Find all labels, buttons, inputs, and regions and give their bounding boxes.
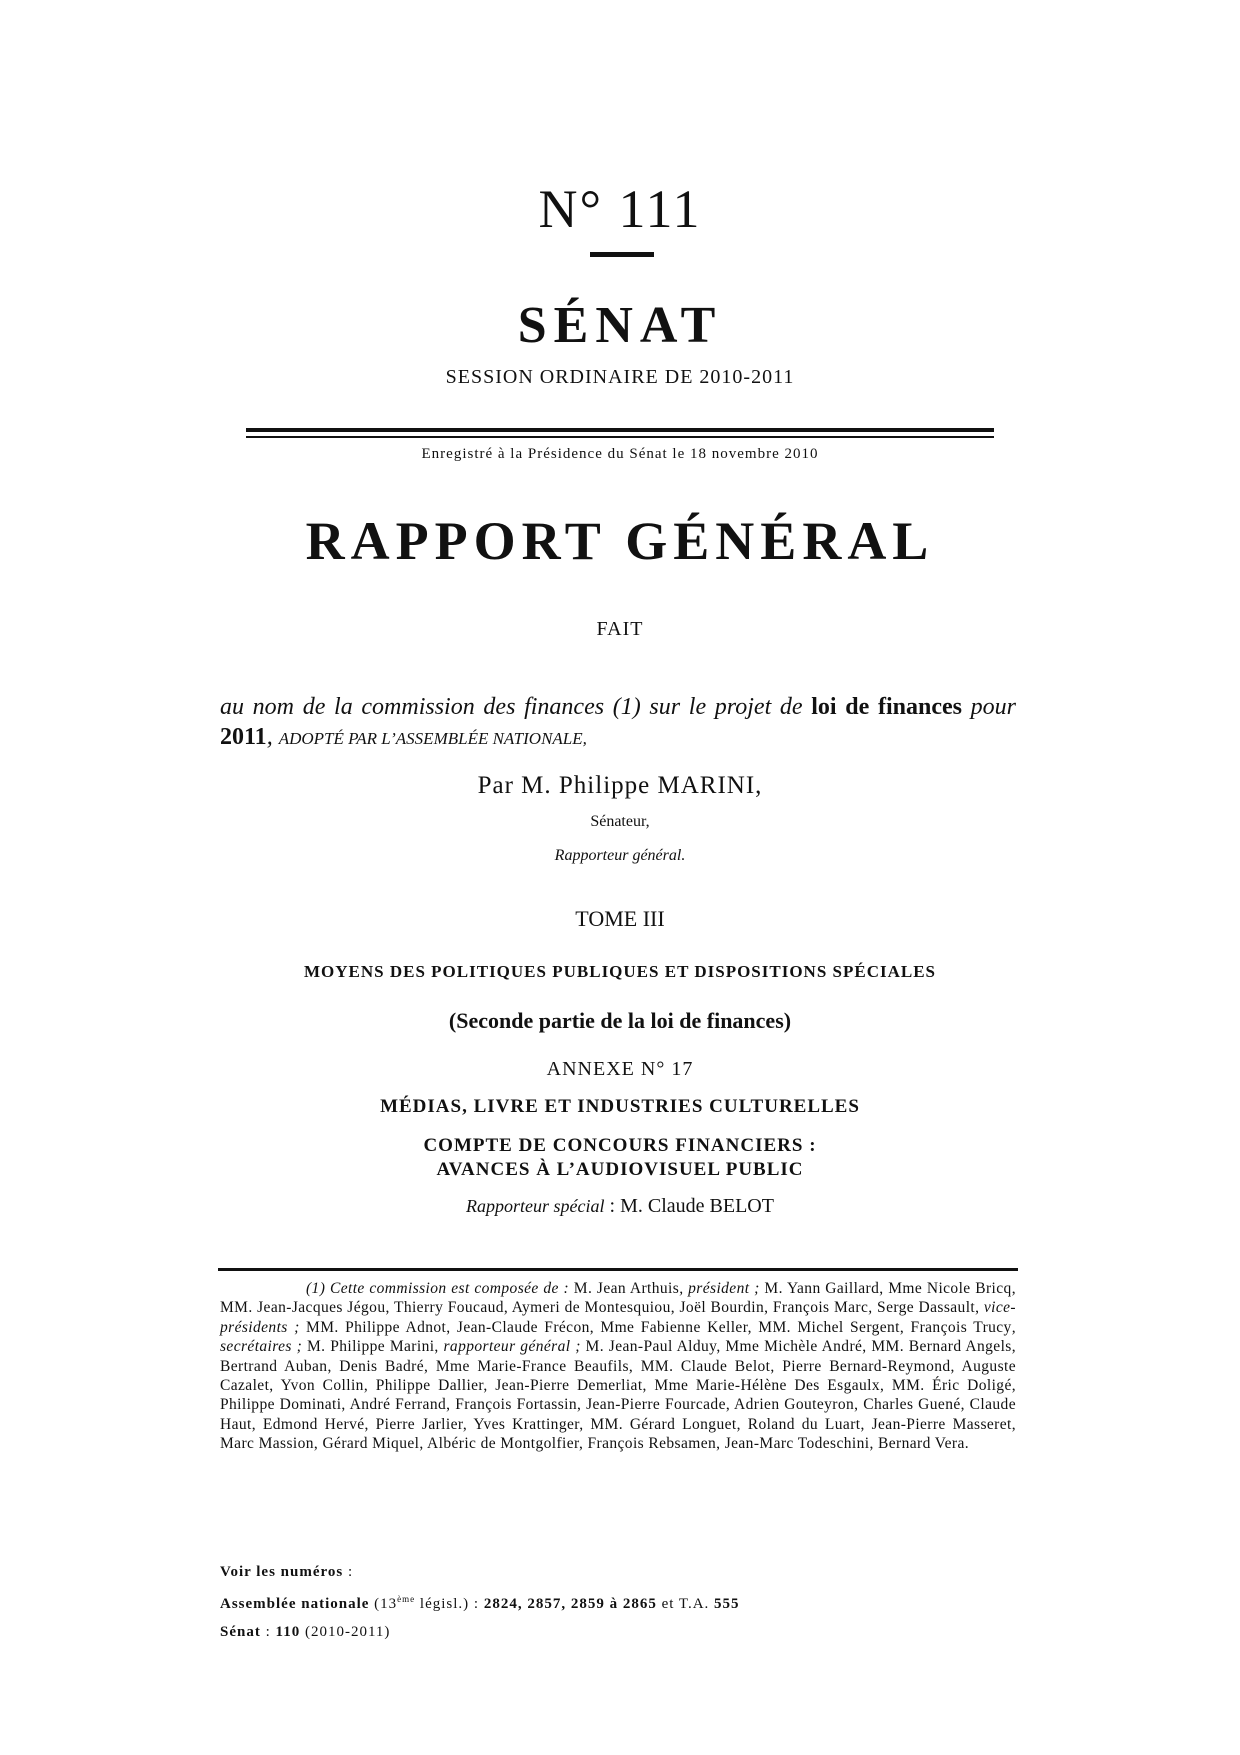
special-rapporteur-label: Rapporteur spécial <box>466 1196 605 1216</box>
intro-text-1: au nom de la commission des finances (1) sur le projet de <box>220 694 803 720</box>
assemblee-reference <box>220 1594 740 1613</box>
footnote-seg-6: M. Jean-Paul Alduy, Mme Michèle André, MM. Bernard Angels, Bertrand Auban, Denis Badré, Mme Marie-France Beaufils, MM. Claude Belot, Pierre Bernard-Reymond, Auguste Cazalet, Yvon Collin, Philippe Dallier, Jean-Pierre Demerliat, Mme Marie-Hélène Des Esgaulx, MM. Éric Doligé, Philippe Dominati, André Ferrand, François Fortassin, Jean-Pierre Fourcade, Adrien Gouteyron, Charles Guené, Claude Haut, Edmond Hervé, Pierre Jarlier, Yves Krattinger, MM. Gérard Longuet, Roland du Luart, Jean-Pierre Masseret, Marc Massion, Gérard Miquel, Albéric de Montgolfier, François Rebsamen, Jean-Marc Todeschini, Bernard Vera. <box>220 1338 1017 1453</box>
footnote-rule <box>218 1268 1018 1271</box>
assemblee-et: et T.A. <box>656 1596 715 1612</box>
senat-sep: : <box>260 1624 276 1640</box>
footnote-role-1: , président ; <box>679 1280 760 1297</box>
footnote-role-4: , secrétaires ; <box>220 1318 1016 1356</box>
footnote-lead: (1) Cette commission est composée de : <box>306 1280 570 1297</box>
intro-bold-1: loi de finances <box>811 694 962 720</box>
mission-title: MÉDIAS, LIVRE ET INDUSTRIES CULTURELLES <box>380 1096 860 1117</box>
footnote-role-2: , <box>868 1299 873 1317</box>
footnote-seg-1: M. Jean Arthuis <box>569 1280 680 1297</box>
account-title-line-1: COMPTE DE CONCOURS FINANCIERS : <box>423 1135 817 1156</box>
document-number: N° 111 <box>538 179 702 239</box>
assemblee-legis: législ.) : <box>415 1596 484 1612</box>
report-intro <box>220 692 1016 754</box>
part-label: (Seconde partie de la loi de finances) <box>448 1008 792 1033</box>
intro-text-3: , <box>266 724 273 750</box>
footnote-seg-2: M. Yann Gaillard, Mme Nicole Bricq, MM. Jean-Jacques Jégou, Thierry Foucaud, Aymeri de Montesquiou, Joël Bourdin, François Marc <box>220 1280 1016 1317</box>
intro-adopted: ADOPTÉ PAR L’ASSEMBLÉE NATIONALE, <box>278 729 587 748</box>
report-title: RAPPORT GÉNÉRAL <box>305 511 935 571</box>
author-line: Par M. Philippe MARINI, <box>477 772 763 799</box>
see-numbers-sep: : <box>343 1564 354 1580</box>
double-rule-top <box>246 428 994 432</box>
registration-date: Enregistré à la Présidence du Sénat le 18 novembre 2010 <box>421 446 819 462</box>
footnote-role-5: rapporteur général ; <box>443 1338 581 1356</box>
special-rapporteur-sep: : <box>604 1195 621 1217</box>
footnote-seg-5: M. Philippe Marini, <box>302 1338 444 1356</box>
assemblee-open: (13 <box>369 1596 398 1612</box>
chamber-title: SÉNAT <box>517 297 723 354</box>
author-title: Sénateur, <box>590 813 650 830</box>
tome-subject: MOYENS DES POLITIQUES PUBLIQUES ET DISPOSITIONS SPÉCIALES <box>303 962 937 981</box>
senat-year: (2010-2011) <box>300 1624 391 1640</box>
assemblee-numbers: 2824, 2857, 2859 à 2865 <box>483 1596 657 1612</box>
special-rapporteur-name: M. Claude BELOT <box>620 1195 774 1217</box>
double-rule-bottom <box>246 436 994 438</box>
intro-text-2: pour <box>970 694 1017 720</box>
annexe-label: ANNEXE N° 17 <box>546 1058 694 1080</box>
senat-label: Sénat <box>220 1624 261 1640</box>
intro-bold-2: 2011 <box>220 724 267 750</box>
special-rapporteur <box>0 1195 1240 1218</box>
footnote-role-3: vice-présidents ; <box>220 1299 1016 1336</box>
footnote-seg-4: MM. Philippe Adnot, Jean-Claude Frécon, Mme Fabienne Keller, MM. Michel Sergent, François Trucy <box>299 1318 1012 1336</box>
assemblee-sup: ème <box>397 1594 416 1604</box>
session-line: SESSION ORDINAIRE DE 2010-2011 <box>445 366 795 388</box>
assemblee-ta: 555 <box>714 1596 740 1612</box>
footnote-seg-3: Serge Dassault, <box>872 1299 984 1317</box>
senat-number: 110 <box>275 1624 301 1640</box>
senat-reference <box>220 1624 390 1641</box>
account-title-line-2: AVANCES À L’AUDIOVISUEL PUBLIC <box>436 1159 804 1180</box>
number-underline <box>590 252 654 257</box>
fait-label: FAIT <box>596 618 644 640</box>
commission-composition-footnote <box>220 1279 1016 1454</box>
see-numbers-heading <box>220 1564 353 1581</box>
author-role: Rapporteur général. <box>554 847 686 864</box>
see-numbers-label: Voir les numéros <box>220 1564 344 1580</box>
tome-label: TOME III <box>575 906 665 931</box>
assemblee-label: Assemblée nationale <box>220 1596 370 1612</box>
